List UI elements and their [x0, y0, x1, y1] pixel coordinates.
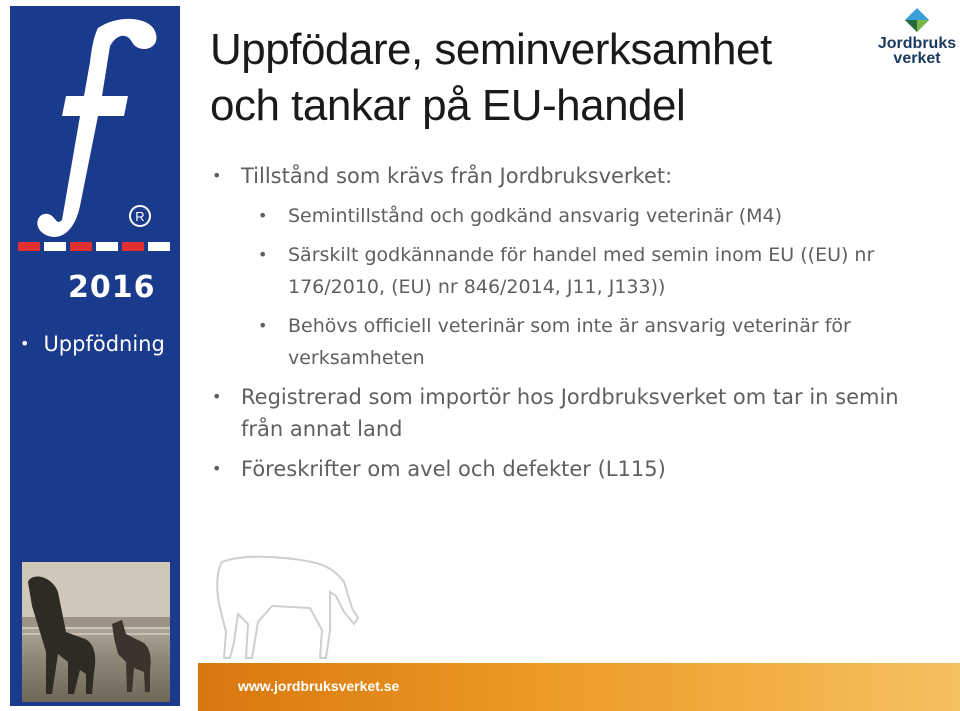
list-item-text: Registrerad som importör hos Jordbruksverket om tar in semin från annat land [241, 385, 899, 441]
svg-text:R: R [135, 209, 145, 224]
brand-name-line1: Jordbruks [877, 35, 957, 52]
list-item [210, 160, 930, 192]
list-item [210, 453, 930, 485]
title-line-1: Uppfödare, seminverksamhet [210, 25, 772, 74]
bullet-dot-icon: • [212, 166, 222, 185]
list-item [210, 239, 930, 303]
list-item-text: Föreskrifter om avel och defekter (L115) [241, 457, 666, 481]
f-logo-icon [10, 6, 180, 266]
sidebar-section: • Uppfödning [20, 332, 165, 356]
list-item [210, 310, 930, 374]
bullet-dot-icon: • [258, 316, 268, 335]
list-item-text: Semintillstånd och godkänd ansvarig veterinär (M4) [288, 205, 783, 227]
footer-bar [198, 663, 960, 711]
bullet-dot-icon: • [212, 387, 222, 406]
list-item [210, 381, 930, 445]
title-line-2: och tankar på EU-handel [210, 81, 686, 130]
sidebar-section-label: Uppfödning [43, 332, 165, 356]
list-item [210, 200, 930, 232]
bullet-dot-icon: • [258, 206, 268, 225]
footer-url-link[interactable]: www.jordbruksverket.se [238, 678, 400, 694]
list-item-text: Särskilt godkännande för handel med semin inom EU ((EU) nr 176/2010, (EU) nr 846/2014, J11, J133)) [288, 244, 875, 298]
jordbruksverket-logo [876, 6, 958, 78]
year-label: 2016 [68, 270, 156, 305]
sidebar [10, 6, 180, 706]
jordbruksverket-emblem-icon [876, 6, 958, 36]
slide-title [210, 22, 772, 134]
brand-name-line2: verket [893, 50, 941, 67]
horses-photo [22, 562, 170, 702]
stripe-bar [18, 242, 170, 251]
bullet-dot-icon: • [258, 245, 268, 264]
list-item-text: Behövs officiell veterinär som inte är ansvarig veterinär för verksamheten [288, 315, 851, 369]
bullet-list [210, 160, 930, 493]
horse-sketch-icon [212, 552, 362, 664]
registered-icon [130, 206, 150, 226]
brand-name [876, 36, 958, 66]
list-item-text: Tillstånd som krävs från Jordbruksverket: [241, 164, 673, 188]
bullet-dot-icon: • [212, 459, 222, 478]
